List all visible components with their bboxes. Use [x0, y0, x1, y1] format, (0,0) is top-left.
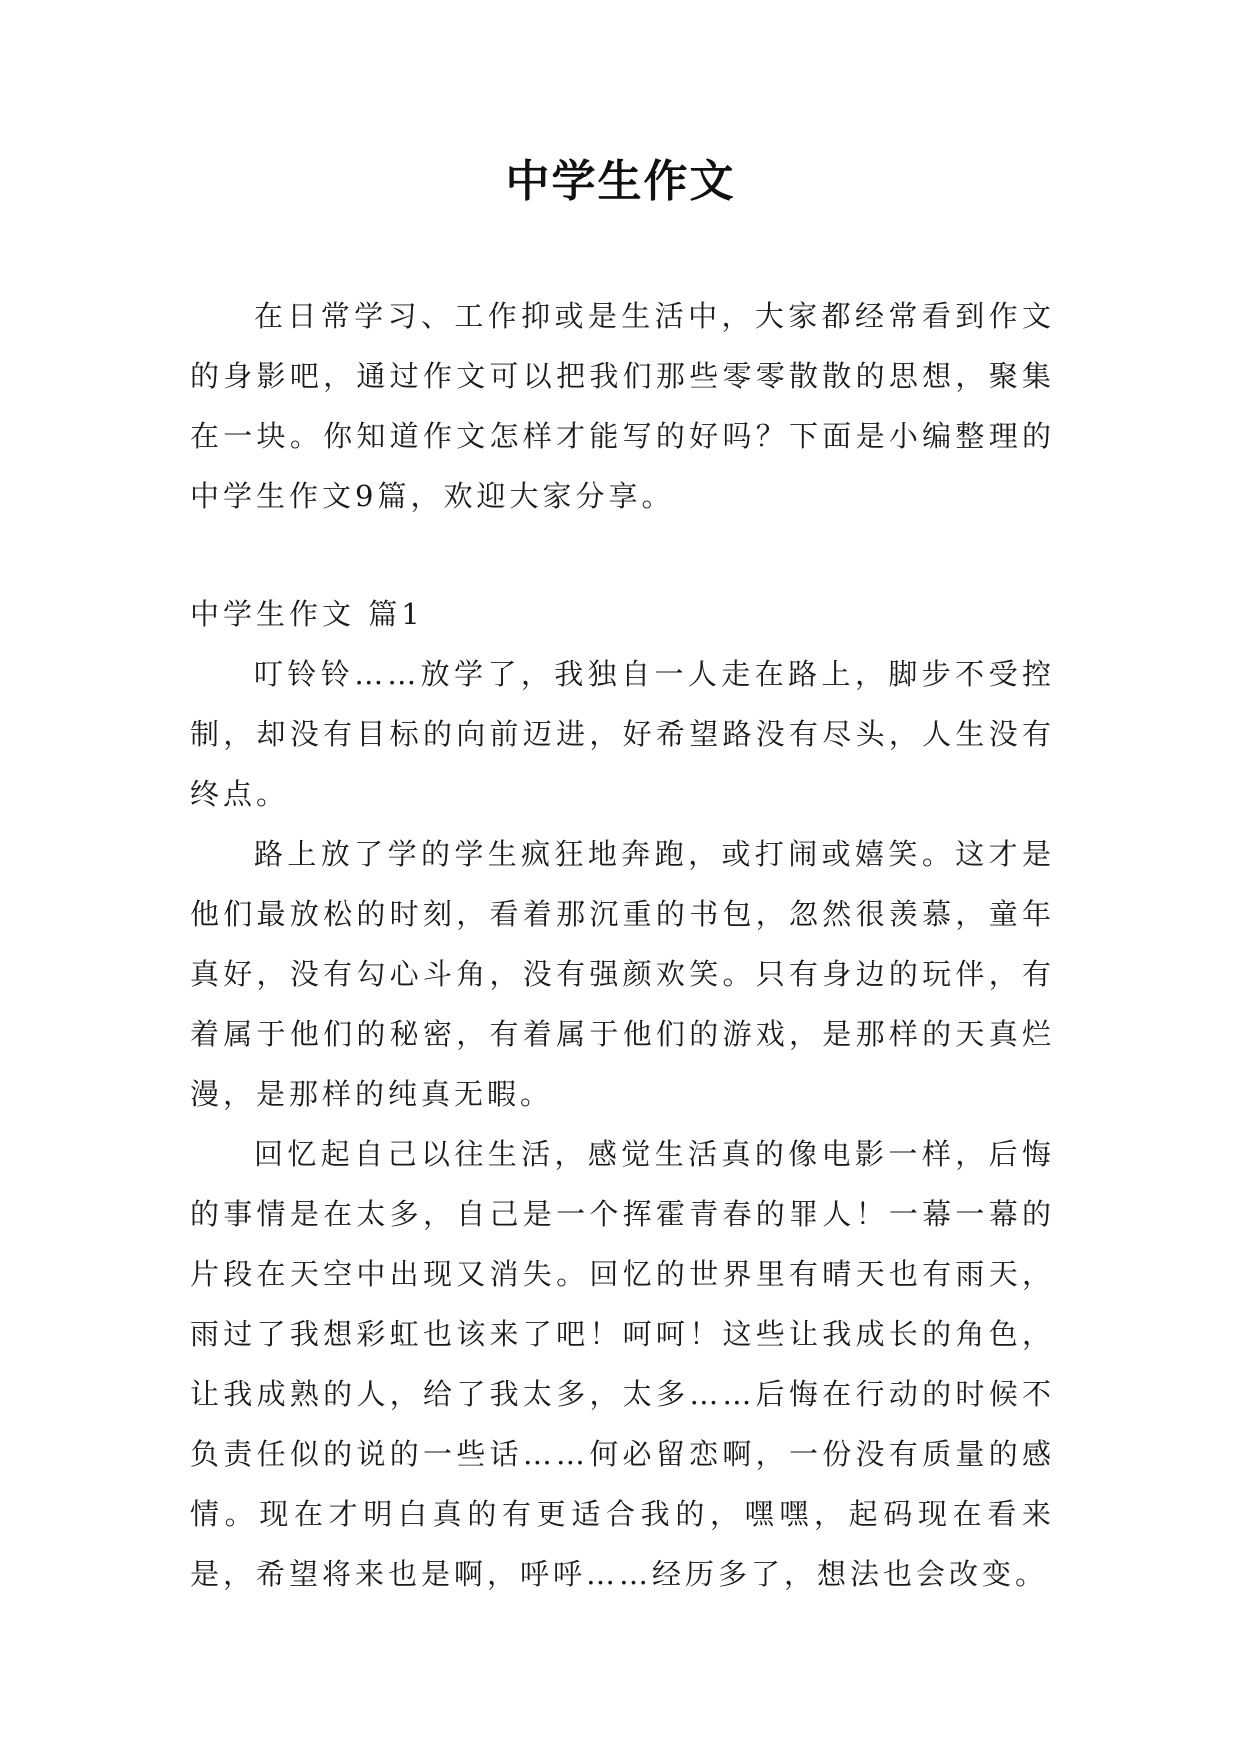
document-body	[190, 286, 1055, 1604]
section-spacer	[190, 526, 1055, 584]
body-paragraph-1: 叮铃铃……放学了，我独自一人走在路上，脚步不受控制，却没有目标的向前迈进，好希望路没有尽头，人生没有终点。	[190, 657, 1055, 811]
intro-paragraph: 在日常学习、工作抑或是生活中，大家都经常看到作文的身影吧，通过作文可以把我们那些零零散散的思想，聚集在一块。你知道作文怎样才能写的好吗？下面是小编整理的中学生作文9篇，欢迎大家分享。	[190, 299, 1055, 513]
document-title: 中学生作文	[505, 156, 736, 207]
body-paragraph-3: 回忆起自己以往生活，感觉生活真的像电影一样，后悔的事情是在太多，自己是一个挥霍青春的罪人！一幕一幕的片段在天空中出现又消失。回忆的世界里有晴天也有雨天，雨过了我想彩虹也该来了吧！呵呵！这些让我成长的角色，让我成熟的人，给了我太多，太多……后悔在行动的时候不负责任似的说的一些话……何必留恋啊，一份没有质量的感情。现在才明白真的有更适合我的，嘿嘿，起码现在看来是，希望将来也是啊，呼呼……经历多了，想法也会改变。	[190, 1137, 1055, 1591]
body-paragraph-2: 路上放了学的学生疯狂地奔跑，或打闹或嬉笑。这才是他们最放松的时刻，看着那沉重的书包，忽然很羡慕，童年真好，没有勾心斗角，没有强颜欢笑。只有身边的玩伴，有着属于他们的秘密，有着属于他们的游戏，是那样的天真烂漫，是那样的纯真无暇。	[190, 837, 1055, 1111]
section-heading: 中学生作文 篇1	[190, 597, 424, 631]
